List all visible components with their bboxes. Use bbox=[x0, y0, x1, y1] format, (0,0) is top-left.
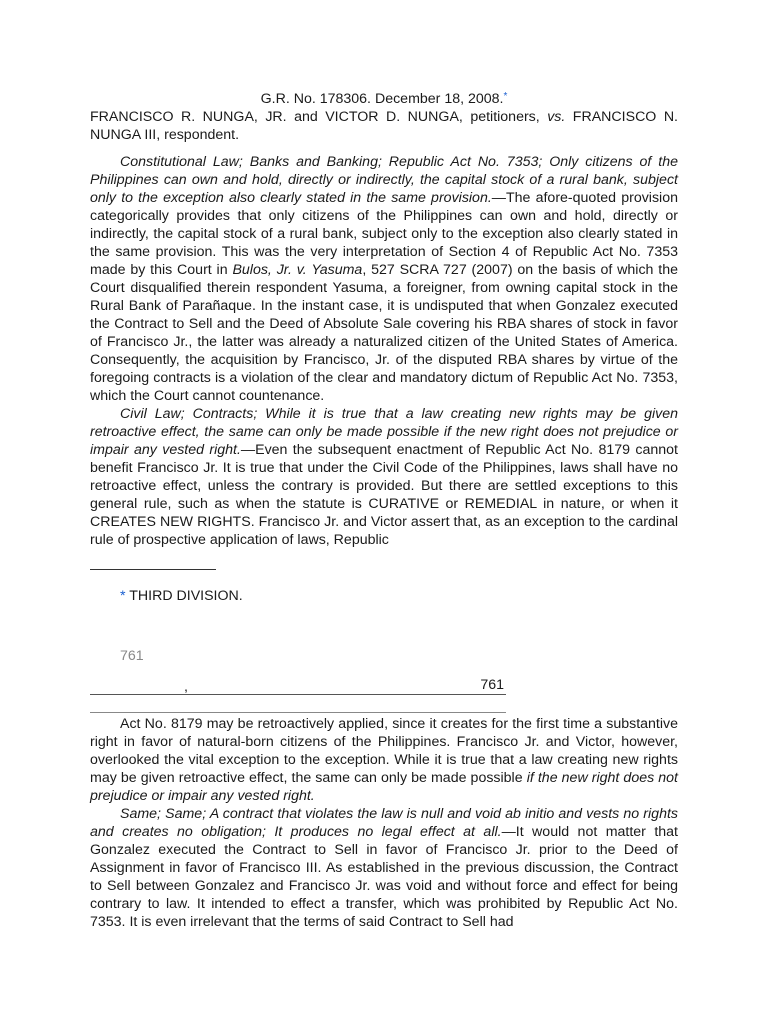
syllabus-1-heading: Constitutional Law; Banks and Banking; Republic Act No. 7353; Only citizens of the Philippines can own and hold, directly or indirectly, the capital stock of a rural bank, subject only to the exception also clearly stated in the same provision. bbox=[90, 154, 678, 206]
versus: vs. bbox=[547, 109, 566, 125]
syllabus-paragraph-1 bbox=[90, 153, 678, 405]
syllabus-1-text-b: , 527 SCRA 727 (2007) on the basis of which the Court disqualified therein respondent Yasuma, a foreigner, from owning capital stock in the Rural Bank of Parañaque. In the instant case, it is undisputed that when Gonzalez executed the Contract to Sell and the Deed of Absolute Sale covering his RBA shares of stock in favor of Francisco Jr., the latter was already a naturalized citizen of the United States of America. Consequently, the acquisition by Francisco, Jr. of the disputed RBA shares by virtue of the foregoing contracts is a violation of the clear and mandatory dictum of Republic Act No. 7353, which the Court cannot countenance. bbox=[90, 262, 678, 404]
running-header bbox=[90, 676, 506, 695]
syllabus-3-text: —It would not matter that Gonzalez executed the Contract to Sell in favor of Francisco Jr. prior to the Deed of Assignment in favor of Francisco III. As established in the previous discussion, the Contract to Sell between Gonzalez and Francisco Jr. was void and without force and effect for being contrary to law. It intended to effect a transfer, which was prohibited by Republic Act No. 7353. It is even irrelevant that the terms of said Contract to Sell had bbox=[90, 824, 678, 930]
footnote-star: * bbox=[120, 588, 126, 604]
case-citation: Bulos, Jr. v. Yasuma bbox=[232, 262, 363, 278]
case-reference bbox=[90, 88, 678, 108]
footnote-marker[interactable]: * bbox=[503, 91, 508, 102]
continuation-italic: if the new right does not prejudice or impair any vested right. bbox=[90, 770, 679, 804]
running-header-separator: , bbox=[184, 679, 188, 695]
continuation-text: Act No. 8179 may be retroactively applied, since it creates for the first time a substantive right in favor of natural-born citizens of the Philippines. Francisco Jr. and Victor, however, overlooked the vital exception to the exception. While it is true that a law creating new rights may be given retroactive effect, the same can only be made possible bbox=[90, 716, 678, 786]
syllabus-3-heading: Same; Same; A contract that violates the law is null and void ab initio and vests no rights and creates no obligation; It produces no legal effect at all. bbox=[90, 806, 678, 840]
page-top bbox=[90, 88, 678, 605]
case-number-date: G.R. No. 178306. December 18, 2008. bbox=[260, 91, 504, 107]
syllabus-2-heading: Civil Law; Contracts; While it is true that a law creating new rights may be given retroactive effect, the same can only be made possible if the new right does not prejudice or impair any vested right. bbox=[90, 406, 678, 458]
header-divider bbox=[90, 712, 506, 713]
footnote-divider bbox=[90, 569, 216, 570]
syllabus-paragraph-2 bbox=[90, 405, 678, 549]
syllabus-2-text: —Even the subsequent enactment of Republic Act No. 8179 cannot benefit Francisco Jr. It is true that under the Civil Code of the Philippines, laws shall have no retroactive effect, unless the contrary is provided. But there are settled exceptions to this general rule, such as when the statute is CURATIVE or REMEDIAL in nature, or when it CREATES NEW RIGHTS. Francisco Jr. and Victor assert that, as an exception to the cardinal rule of prospective application of laws, Republic bbox=[90, 442, 678, 548]
petitioners: FRANCISCO R. NUNGA, JR. and VICTOR D. NUNGA, petitioners, bbox=[90, 109, 548, 125]
running-header-page-number: 761 bbox=[480, 677, 504, 693]
footnote bbox=[90, 587, 678, 605]
syllabus-1-text-a: —The afore-quoted provision categorically provides that only citizens of the Philippines can own and hold, directly or indirectly, the capital stock of a rural bank, subject only to the exception also clearly stated in the same provision. This was the very interpretation of Section 4 of Republic Act No. 7353 made by this Court in bbox=[90, 190, 678, 278]
continuation-paragraph bbox=[90, 715, 678, 805]
syllabus-paragraph-3 bbox=[90, 805, 678, 931]
respondent: FRANCISCO N. NUNGA III, respondent. bbox=[90, 109, 679, 143]
page-number: 761 bbox=[120, 648, 144, 664]
page-bottom bbox=[90, 715, 678, 931]
footnote-text: THIRD DIVISION. bbox=[125, 588, 243, 604]
parties bbox=[90, 108, 678, 144]
